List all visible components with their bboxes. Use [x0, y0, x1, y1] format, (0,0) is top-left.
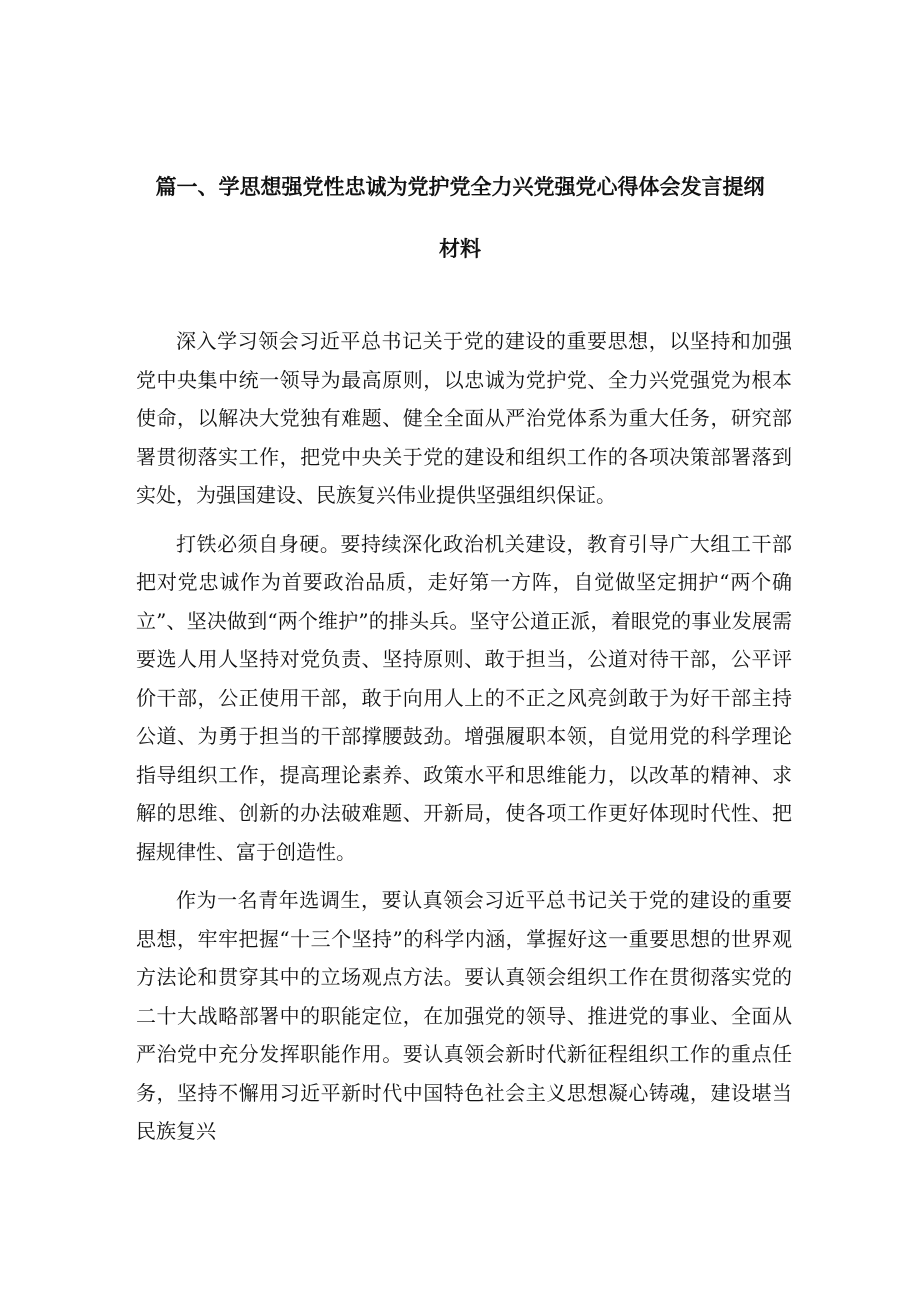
paragraph-1: 深入学习领会习近平总书记关于党的建设的重要思想，以坚持和加强党中央集中统一领导为最高原则，以忠诚为党护党、全力兴党强党为根本使命，以解决大党独有难题、健全全面从严治党体系为重大任务，研究部署贯彻落实工作，把党中央关于党的建设和组织工作的各项决策部署落到实处，为强国建设、民族复兴伟业提供坚强组织保证。 [136, 329, 792, 507]
document-title-line2: 材料 [439, 237, 481, 261]
paragraph-2: 打铁必须自身硬。要持续深化政治机关建设，教育引导广大组工干部把对党忠诚作为首要政治品质，走好第一方阵，自觉做坚定拥护“两个确立”、坚决做到“两个维护”的排头兵。坚守公道正派，着眼党的事业发展需要选人用人坚持对党负责、坚持原则、敢于担当，公道对待干部，公平评价干部，公正使用干部，敢于向用人上的不正之风亮剑敢于为好干部主持公道、为勇于担当的干部撑腰鼓劲。增强履职本领，自觉用党的科学理论指导组织工作，提高理论素养、政策水平和思维能力，以改革的精神、求解的思维、创新的办法破难题、开新局，使各项工作更好体现时代性、把握规律性、富于创造性。 [136, 531, 792, 864]
paragraph-3: 作为一名青年选调生，要认真领会习近平总书记关于党的建设的重要思想，牢牢把握“十三个坚持”的科学内涵，掌握好这一重要思想的世界观方法论和贯穿其中的立场观点方法。要认真领会组织工作在贯彻落实党的二十大战略部署中的职能定位，在加强党的领导、推进党的事业、全面从严治党中充分发挥职能作用。要认真领会新时代新征程组织工作的重点任务，坚持不懈用习近平新时代中国特色社会主义思想凝心铸魂，建设堪当民族复兴 [136, 888, 792, 1143]
document-title-line1: 篇一、学思想强党性忠诚为党护党全力兴党强党心得体会发言提纲 [155, 175, 765, 199]
document-body [136, 322, 792, 1161]
